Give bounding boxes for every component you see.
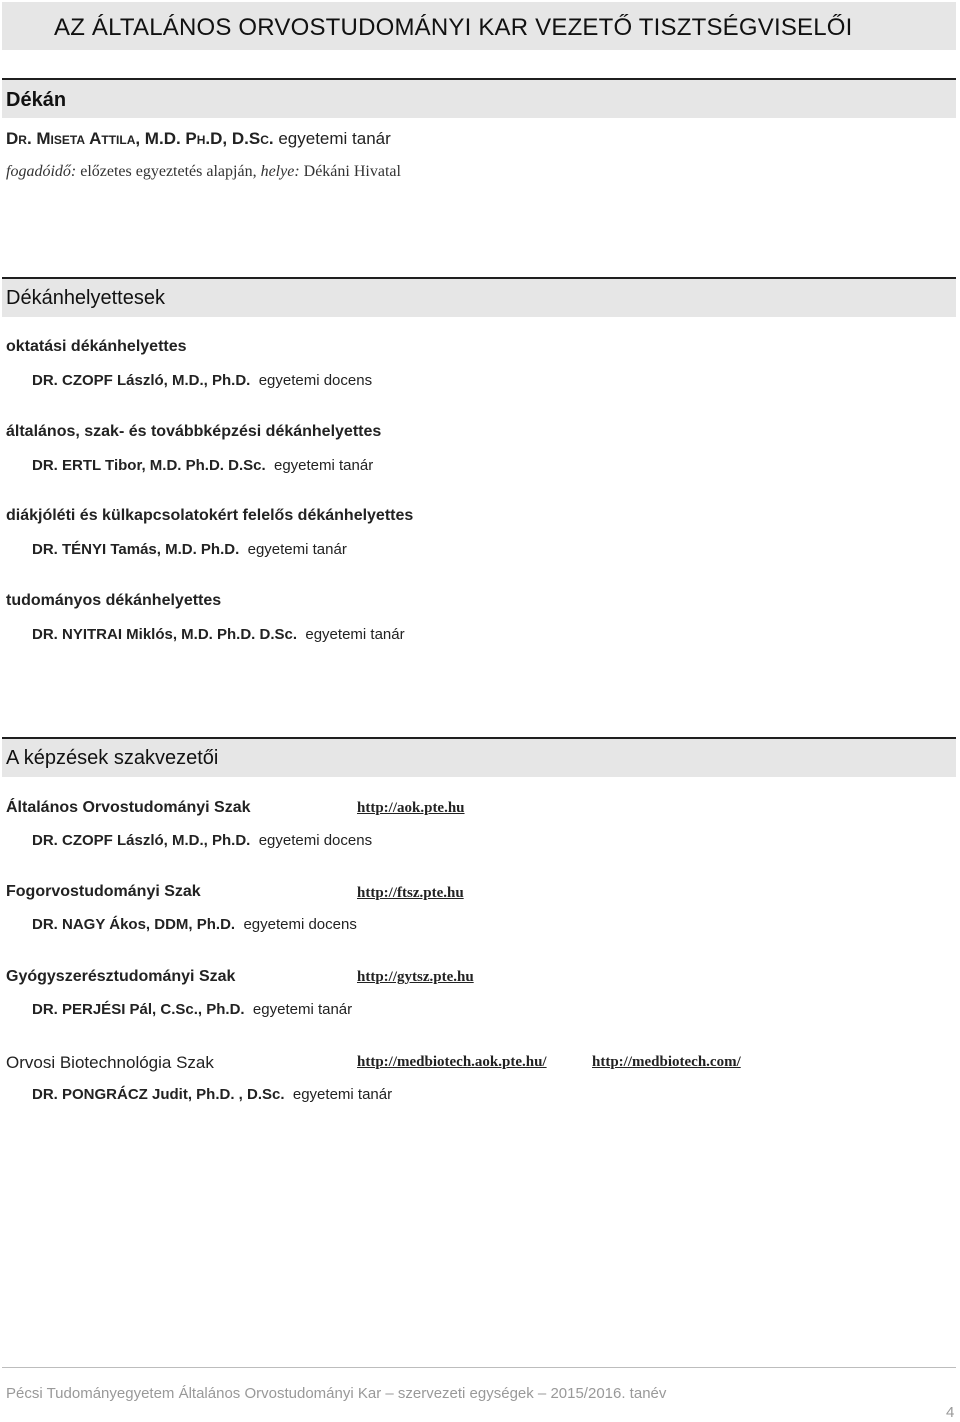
- vice-deans-heading: Dékánhelyettesek: [6, 287, 165, 309]
- program-name: Gyógyszerésztudományi Szak: [6, 968, 236, 985]
- program-name: Általános Orvostudományi Szak: [6, 799, 251, 816]
- vice-dean-person: DR. ERTL Tibor, M.D. Ph.D. D.Sc. egyetemi tanár: [32, 457, 374, 474]
- program-leader: DR. CZOPF László, M.D., Ph.D. egyetemi docens: [32, 832, 373, 849]
- program-name: Orvosi Biotechnológia Szak: [6, 1053, 214, 1072]
- dean-office-hours: fogadóidő: előzetes egyeztetés alapján, helye: Dékáni Hivatal: [6, 163, 401, 180]
- vice-dean-role: tudományos dékánhelyettes: [6, 592, 222, 609]
- program-link[interactable]: http://medbiotech.aok.pte.hu/: [357, 1054, 547, 1070]
- vice-dean-person: DR. CZOPF László, M.D., Ph.D. egyetemi docens: [32, 372, 373, 389]
- program-link[interactable]: http://aok.pte.hu: [357, 800, 465, 816]
- programs-heading: A képzések szakvezetői: [6, 747, 219, 769]
- program-leader: DR. PERJÉSI Pál, C.Sc., Ph.D. egyetemi tanár: [32, 1001, 353, 1018]
- vice-dean-person: DR. NYITRAI Miklós, M.D. Ph.D. D.Sc. egyetemi tanár: [32, 626, 405, 643]
- program-link-secondary[interactable]: http://medbiotech.com/: [592, 1054, 741, 1070]
- dean-section-header: [2, 78, 956, 118]
- vice-dean-person: DR. TÉNYI Tamás, M.D. Ph.D. egyetemi tanár: [32, 541, 347, 558]
- program-name: Fogorvostudományi Szak: [6, 883, 201, 900]
- program-leader: DR. PONGRÁCZ Judit, Ph.D. , D.Sc. egyetemi tanár: [32, 1086, 393, 1103]
- dean-heading: Dékán: [6, 89, 67, 111]
- footer-divider: [2, 1367, 956, 1368]
- page-title: AZ ÁLTALÁNOS ORVOSTUDOMÁNYI KAR VEZETŐ TISZTSÉGVISELŐI: [54, 14, 853, 41]
- vice-dean-role: diákjóléti és külkapcsolatokért felelős dékánhelyettes: [6, 507, 414, 524]
- program-link[interactable]: http://ftsz.pte.hu: [357, 885, 464, 901]
- program-leader: DR. NAGY Ákos, DDM, Ph.D. egyetemi docens: [32, 916, 357, 933]
- page-number: 4: [946, 1404, 955, 1421]
- vice-dean-role: általános, szak- és továbbképzési dékánhelyettes: [6, 423, 382, 440]
- vice-dean-role: oktatási dékánhelyettes: [6, 338, 187, 355]
- footer-text: Pécsi Tudományegyetem Általános Orvostudományi Kar – szervezeti egységek – 2015/2016. tanév: [6, 1385, 667, 1402]
- vice-deans-section-header: [2, 277, 956, 317]
- dean-name: Dr. Miseta Attila, M.D. Ph.D, D.Sc. egyetemi tanár: [6, 129, 391, 148]
- program-link[interactable]: http://gytsz.pte.hu: [357, 969, 474, 985]
- page-header: [2, 2, 956, 50]
- programs-section-header: [2, 737, 956, 777]
- dean-title: egyetemi tanár: [278, 129, 391, 148]
